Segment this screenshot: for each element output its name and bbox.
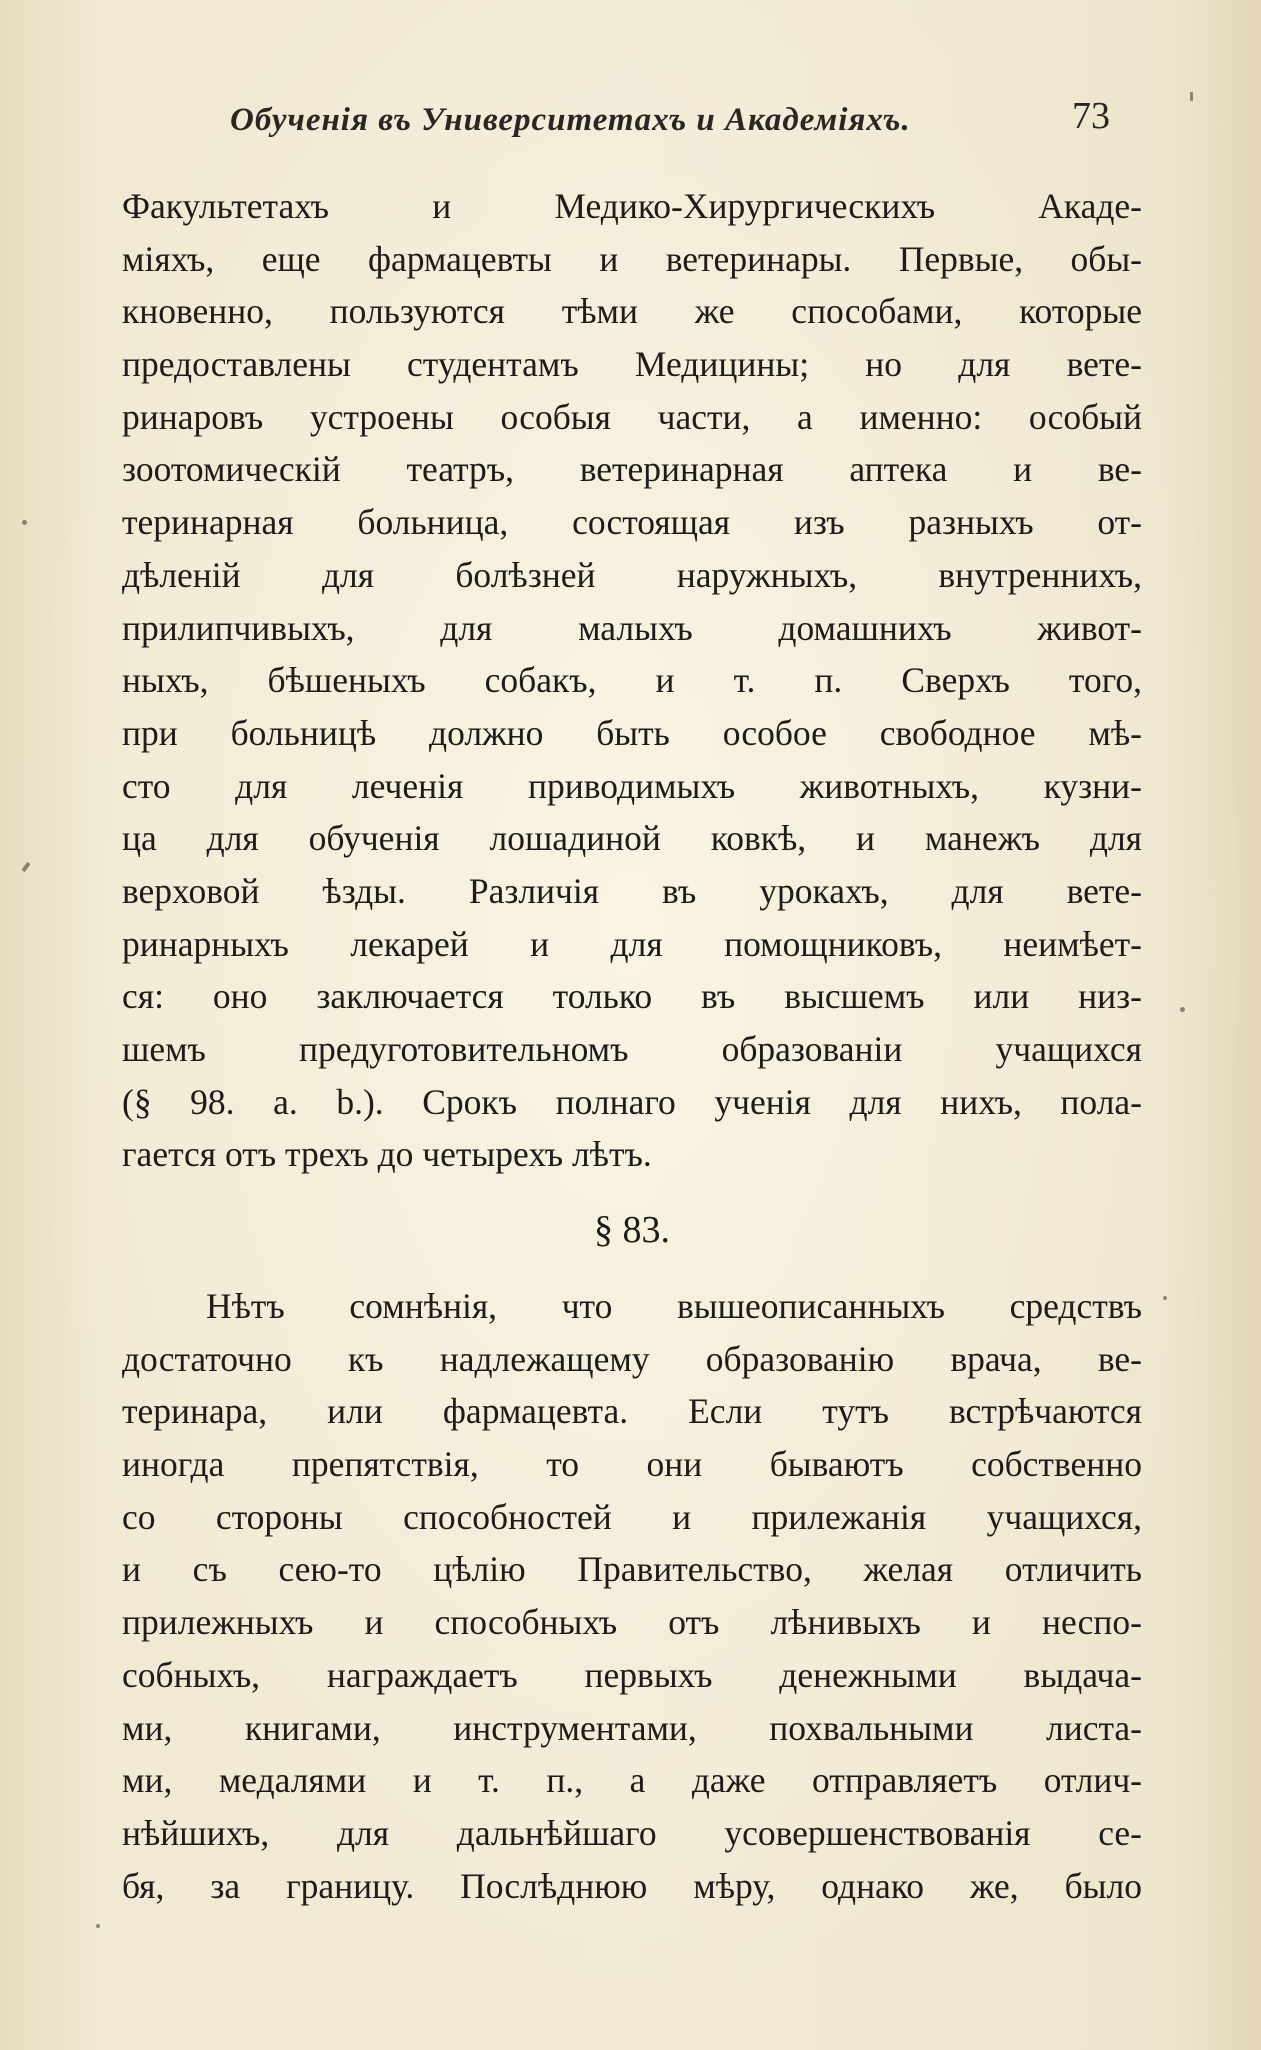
- text-line: теринара, или фармацевта. Если тутъ встрѣчаются: [122, 1391, 1142, 1432]
- text-line: иногда препятствія, то они бываютъ собственно: [122, 1444, 1142, 1485]
- text-line: бя, за границу. Послѣднюю мѣру, однако же, было: [122, 1865, 1142, 1906]
- paper-speck: [22, 520, 27, 525]
- text-line: верховой ѣзды. Различія въ урокахъ, для вете-: [122, 870, 1142, 911]
- text-line: при больницѣ должно быть особое свободное мѣ-: [122, 712, 1142, 753]
- text-line: дѣленій для болѣзней наружныхъ, внутреннихъ,: [122, 554, 1142, 595]
- text-line: ринарныхъ лекарей и для помощниковъ, неимѣет-: [122, 923, 1142, 964]
- text-line: (§ 98. a. b.). Срокъ полнаго ученія для нихъ, пола-: [122, 1081, 1142, 1122]
- text-line: ми, медалями и т. п., а даже отправляетъ отлич-: [122, 1760, 1142, 1801]
- text-line: шемъ предуготовительномъ образованіи учащихся: [122, 1029, 1142, 1069]
- text-line: Нѣтъ сомнѣнія, что вышеописанныхъ средствъ: [206, 1286, 1142, 1326]
- text-line: со стороны способностей и прилежанія учащихся,: [122, 1496, 1142, 1537]
- text-line: теринарная больница, состоящая изъ разныхъ от-: [122, 502, 1142, 543]
- text-line: предоставлены студентамъ Медицины; но для вете-: [122, 344, 1142, 385]
- text-line: гается отъ трехъ до четырехъ лѣтъ.: [122, 1134, 652, 1175]
- text-line: сто для леченія приводимыхъ животныхъ, кузни-: [122, 765, 1142, 806]
- text-line: ца для обученія лошадиной ковкѣ, и манежъ для: [122, 818, 1142, 859]
- paper-speck: [21, 862, 30, 872]
- text-line: нѣйшихъ, для дальнѣйшаго усовершенствованія се-: [122, 1812, 1142, 1853]
- paper-speck: [1163, 1296, 1167, 1300]
- text-line: зоотомическій театръ, ветеринарная аптека и ве-: [122, 449, 1142, 490]
- text-line: прилипчивыхъ, для малыхъ домашнихъ живот-: [122, 607, 1142, 648]
- text-line: собныхъ, награждаетъ первыхъ денежными выдача-: [122, 1654, 1142, 1695]
- paper-speck: [1180, 1007, 1185, 1012]
- text-line: ринаровъ устроены особыя части, а именно: особый: [122, 396, 1142, 437]
- text-line: ныхъ, бѣшеныхъ собакъ, и т. п. Сверхъ того,: [122, 660, 1142, 701]
- paper-speck: [96, 1924, 100, 1928]
- text-line: ми, книгами, инструментами, похвальными листа-: [122, 1707, 1142, 1748]
- text-line: прилежныхъ и способныхъ отъ лѣнивыхъ и неспо-: [122, 1602, 1142, 1643]
- text-line: и съ сею-то цѣлію Правительство, желая отличить: [122, 1549, 1142, 1590]
- text-line: Факультетахъ и Медико-Хирургическихъ Акаде-: [122, 186, 1142, 226]
- paragraph-1: [122, 180, 1142, 1181]
- running-title: Обученія въ Университетахъ и Академіяхъ.: [230, 102, 911, 138]
- page-number: 73: [1072, 95, 1110, 137]
- text-line: достаточно къ надлежащему образованію врача, ве-: [122, 1338, 1142, 1379]
- page-header: [120, 88, 1140, 148]
- section-heading: § 83.: [594, 1209, 670, 1251]
- text-line: кновенно, пользуются тѣми же способами, которые: [122, 291, 1142, 332]
- text-line: ся: оно заключается только въ высшемъ или низ-: [122, 976, 1142, 1017]
- paper-speck: [1190, 92, 1193, 101]
- text-line: міяхъ, еще фармацевты и ветеринары. Первые, обы-: [122, 238, 1142, 279]
- paragraph-2: [122, 1280, 1142, 1912]
